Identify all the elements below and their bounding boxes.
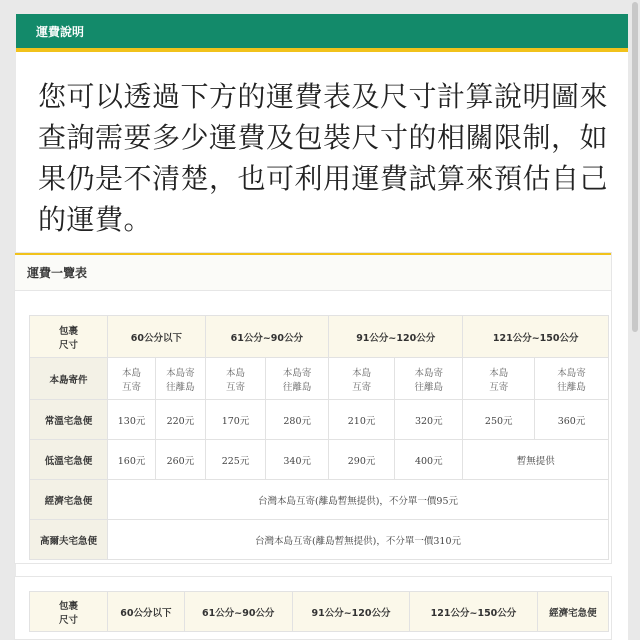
region-subhead: 本島 互寄 bbox=[328, 358, 394, 400]
section-header-bar bbox=[16, 14, 628, 52]
economy-note: 台灣本島互寄(離島暫無提供)，不分單一價95元 bbox=[108, 480, 609, 520]
golf-note: 台灣本島互寄(離島暫無提供)，不分單一價310元 bbox=[108, 520, 609, 560]
page-scrollbar[interactable] bbox=[630, 0, 640, 640]
table-row bbox=[30, 400, 609, 440]
price-cell: 400元 bbox=[395, 440, 463, 480]
region-subhead: 本島 互寄 bbox=[108, 358, 156, 400]
row-label: 高爾夫宅急便 bbox=[30, 520, 108, 560]
size-table bbox=[29, 591, 609, 632]
region-subhead: 本島 互寄 bbox=[463, 358, 535, 400]
price-cell: 225元 bbox=[205, 440, 266, 480]
region-label: 本島寄件 bbox=[30, 358, 108, 400]
price-cell: 340元 bbox=[266, 440, 329, 480]
price-cell: 160元 bbox=[108, 440, 156, 480]
price-cell: 290元 bbox=[328, 440, 394, 480]
rates-title: 運費一覽表 bbox=[15, 253, 611, 291]
size-col-1: 61公分~90公分 bbox=[184, 592, 292, 632]
row-label: 低溫宅急便 bbox=[30, 440, 108, 480]
price-cell: 250元 bbox=[463, 400, 535, 440]
size-col-0: 60公分以下 bbox=[108, 316, 206, 358]
price-cell: 260元 bbox=[156, 440, 206, 480]
price-cell: 320元 bbox=[395, 400, 463, 440]
size-col-2: 91公分~120公分 bbox=[292, 592, 410, 632]
row-label: 常溫宅急便 bbox=[30, 400, 108, 440]
table-row bbox=[30, 480, 609, 520]
region-subhead: 本島寄 往離島 bbox=[395, 358, 463, 400]
price-cell: 170元 bbox=[205, 400, 266, 440]
size-header: 包裹 尺寸 bbox=[30, 592, 108, 632]
region-subhead: 本島寄 往離島 bbox=[266, 358, 329, 400]
unavailable-cell: 暫無提供 bbox=[463, 440, 609, 480]
section-title: 運費說明 bbox=[36, 24, 85, 39]
table-row bbox=[30, 440, 609, 480]
size-col-2: 91公分~120公分 bbox=[328, 316, 462, 358]
rates-section bbox=[14, 252, 612, 564]
price-cell: 360元 bbox=[535, 400, 609, 440]
region-subhead: 本島寄 往離島 bbox=[535, 358, 609, 400]
size-section bbox=[14, 576, 612, 640]
size-col-3: 121公分~150公分 bbox=[410, 592, 537, 632]
size-header: 包裹 尺寸 bbox=[30, 316, 108, 358]
intro-paragraph: 您可以透過下方的運費表及尺寸計算說明圖來查詢需要多少運費及包裝尺寸的相關限制，如果仍是不清楚，也可利用運費試算來預估自己的運費。 bbox=[38, 80, 609, 236]
rates-table bbox=[29, 315, 609, 560]
price-cell: 280元 bbox=[266, 400, 329, 440]
price-cell: 220元 bbox=[156, 400, 206, 440]
price-cell: 210元 bbox=[328, 400, 394, 440]
size-col-3: 121公分~150公分 bbox=[463, 316, 609, 358]
size-col-1: 61公分~90公分 bbox=[205, 316, 328, 358]
scrollbar-thumb[interactable] bbox=[632, 2, 638, 332]
region-subhead: 本島寄 往離島 bbox=[156, 358, 206, 400]
table-row bbox=[30, 520, 609, 560]
row-label: 經濟宅急便 bbox=[30, 480, 108, 520]
price-cell: 130元 bbox=[108, 400, 156, 440]
region-subhead: 本島 互寄 bbox=[205, 358, 266, 400]
size-col-0: 60公分以下 bbox=[108, 592, 185, 632]
size-col-4: 經濟宅急便 bbox=[537, 592, 608, 632]
